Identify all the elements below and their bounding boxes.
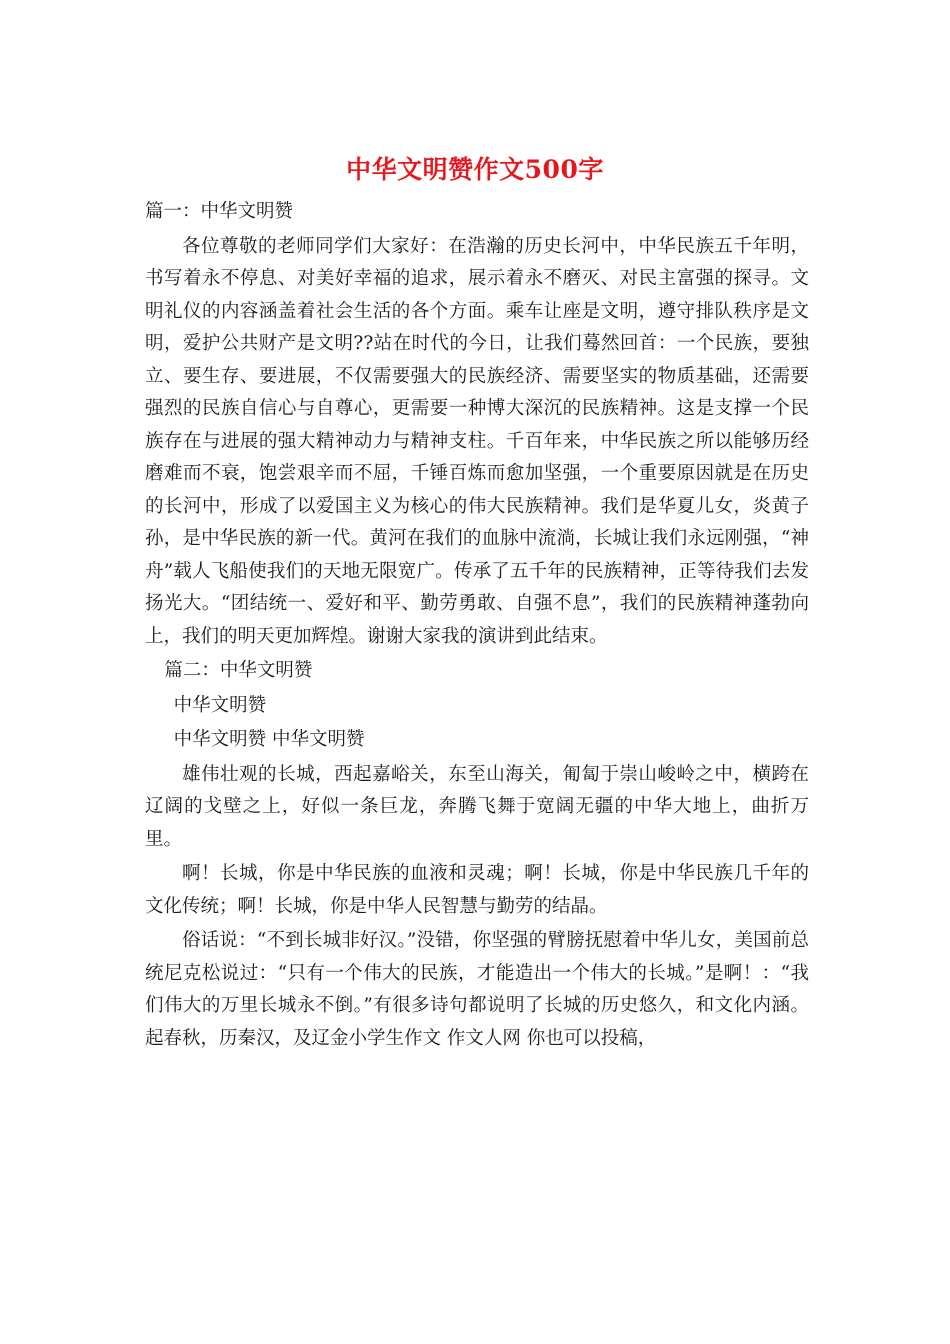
subheading: 中华文明赞 中华文明赞 <box>173 729 365 750</box>
document-body <box>145 196 809 1057</box>
paragraph: 俗话说：“不到长城非好汉。”没错，你坚强的臂膀抚慰着中华儿女，美国前总统尼克松说过：“只有一个伟大的民族，才能造出一个伟大的长城。”是啊！：“我们伟大的万里长城永不倒。”有很多诗句都说明了长城的历史悠久，和文化内涵。起春秋，历秦汉，及辽金小学生作文 作文人网 你也可以投稿， <box>145 930 809 1049</box>
document-title: 中华文明赞作文500字 <box>346 155 604 184</box>
paragraph: 各位尊敬的老师同学们大家好：在浩瀚的历史长河中，中华民族五千年明，书写着永不停息、对美好幸福的追求，展示着永不磨灭、对民主富强的探寻。文明礼仪的内容涵盖着社会生活的各个方面。乘车让座是文明，遵守排队秩序是文明，爱护公共财产是文明??站在时代的今日，让我们蓦然回首：一个民族，要独立、要生存、要进展，不仅需要强大的民族经济、需要坚实的物质基础，还需要强烈的民族自信心与自尊心，更需要一种博大深沉的民族精神。这是支撑一个民族存在与进展的强大精神动力与精神支柱。千百年来，中华民族之所以能够历经磨难而不衰，饱尝艰辛而不屈，千锤百炼而愈加坚强，一个重要原因就是在历史的长河中，形成了以爱国主义为核心的伟大民族精神。我们是华夏儿女，炎黄子孙，是中华民族的新一代。黄河在我们的血脉中流淌，长城让我们永远刚强，“神舟”载人飞船使我们的天地无限宽广。传承了五千年的民族精神，正等待我们去发扬光大。“团结统一、爱好和平、勤劳勇敢、自强不息”，我们的民族精神蓬勃向上，我们的明天更加辉煌。谢谢大家我的演讲到此结束。 <box>145 235 809 647</box>
paragraph: 啊！长城，你是中华民族的血液和灵魂；啊！长城，你是中华民族几千年的文化传统；啊！长城，你是中华人民智慧与勤劳的结晶。 <box>145 863 809 917</box>
section-heading-2: 篇二：中华文明赞 <box>164 660 313 681</box>
section-heading-1: 篇一：中华文明赞 <box>145 201 294 222</box>
subheading: 中华文明赞 <box>173 694 267 716</box>
paragraph: 雄伟壮观的长城，西起嘉峪关，东至山海关，匍匐于崇山峻岭之中，横跨在辽阔的戈壁之上，好似一条巨龙，奔腾飞舞于宽阔无疆的中华大地上，曲折万里。 <box>145 763 809 850</box>
